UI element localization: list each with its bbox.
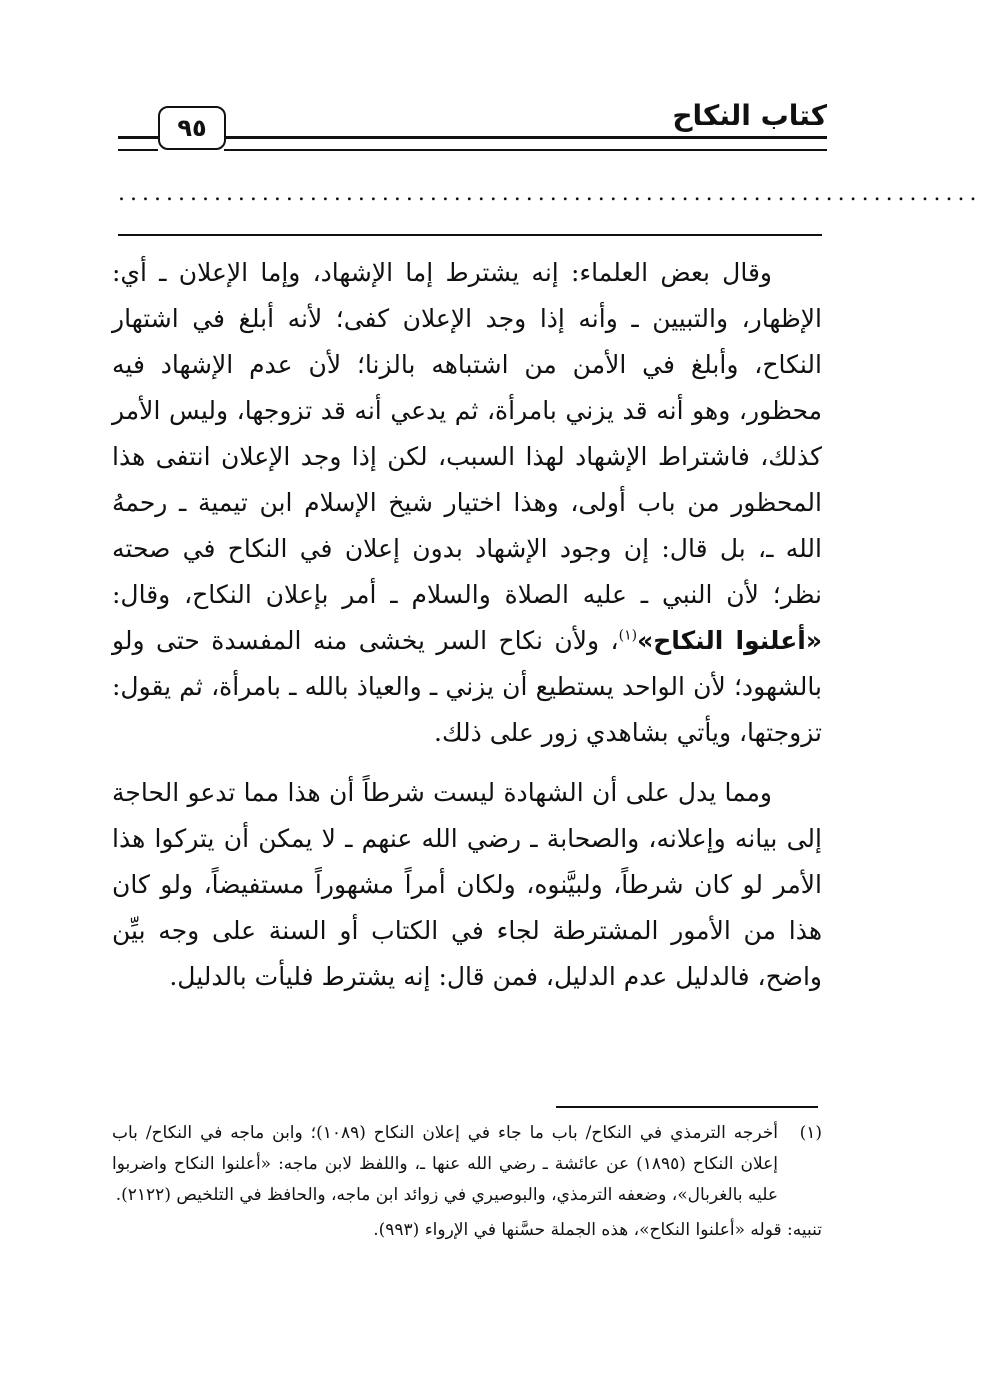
footnote-item — [112, 1118, 822, 1211]
dotted-separator: ........................................................................ — [118, 181, 982, 206]
paragraph-2: ومما يدل على أن الشهادة ليست شرطاً أن هذا مما تدعو الحاجة إلى بيانه وإعلانه، والصحابة ـ رضي الله عنهم ـ لا يمكن أن يتركوا هذا الأمر لو كان شرطاً، ولبيَّنوه، ولكان أمراً مشهوراً مستفيضاً، ولو كان هذا من الأمور المشترطة لجاء في الكتاب أو السنة على وجه بيِّن واضح، فالدليل عدم الدليل، فمن قال: إنه يشترط فليأت بالدليل. — [112, 778, 822, 991]
footnotes-section — [112, 1118, 822, 1246]
footnote-divider — [556, 1106, 818, 1108]
header-rule-left — [118, 136, 158, 151]
main-text — [112, 250, 822, 1014]
content-top-rule — [118, 234, 822, 236]
page-number: ٩٥ — [158, 106, 226, 150]
header-rule — [224, 136, 827, 151]
paragraph-1-text: وقال بعض العلماء: إنه يشترط إما الإشهاد، وإما الإعلان ـ أي: الإظهار، والتبيين ـ وأنه إذا وجد الإعلان كفى؛ لأنه أبلغ في اشتهار النكاح، وأبلغ في الأمن من اشتباهه بالزنا؛ لأن عدم الإشهاد فيه محظور، وهو أنه قد يزني بامرأة، ثم يدعي أنه قد تزوجها، وليس الأمر كذلك، فاشتراط الإشهاد لهذا السبب، لكن إذا وجد الإعلان انتفى هذا المحظور من باب أولى، وهذا اختيار شيخ الإسلام ابن تيمية ـ رحمهُ الله ـ، بل قال: إن وجود الإشهاد بدون إعلان في النكاح في صحته نظر؛ لأن النبي ـ عليه الصلاة والسلام ـ أمر بإعلان النكاح، وقال: — [112, 258, 822, 609]
hadith-quote: «أعلنوا النكاح» — [637, 626, 822, 655]
footnote-marker[interactable]: (١) — [618, 627, 638, 644]
chapter-title: كتاب النكاح — [672, 99, 827, 132]
paragraph-1 — [112, 250, 822, 756]
footnote-number: (١) — [799, 1123, 822, 1143]
page-header — [112, 98, 827, 152]
paragraph-1-continuation: ، ولأن نكاح السر يخشى منه المفسدة حتى ولو بالشهود؛ لأن الواحد يستطيع أن يزني ـ والعياذ بالله ـ بامرأة، ثم يقول: تزوجتها، ويأتي بشاهدي زور على ذلك. — [112, 626, 822, 747]
footnote-text: أخرجه الترمذي في النكاح/ باب ما جاء في إعلان النكاح (١٠٨٩)؛ وابن ماجه في النكاح/ باب إعلان النكاح (١٨٩٥) عن عائشة ـ رضي الله عنها ـ، واللفظ لابن ماجه: «أعلنوا النكاح واضربوا عليه بالغربال»، وضعفه الترمذي، والبوصيري في زوائد ابن ماجه، والحافظ في التلخيص (٢١٢٢). — [112, 1123, 778, 1205]
footnote-note: تنبيه: قوله «أعلنوا النكاح»، هذه الجملة حسَّنها في الإرواء (٩٩٣). — [373, 1220, 822, 1240]
